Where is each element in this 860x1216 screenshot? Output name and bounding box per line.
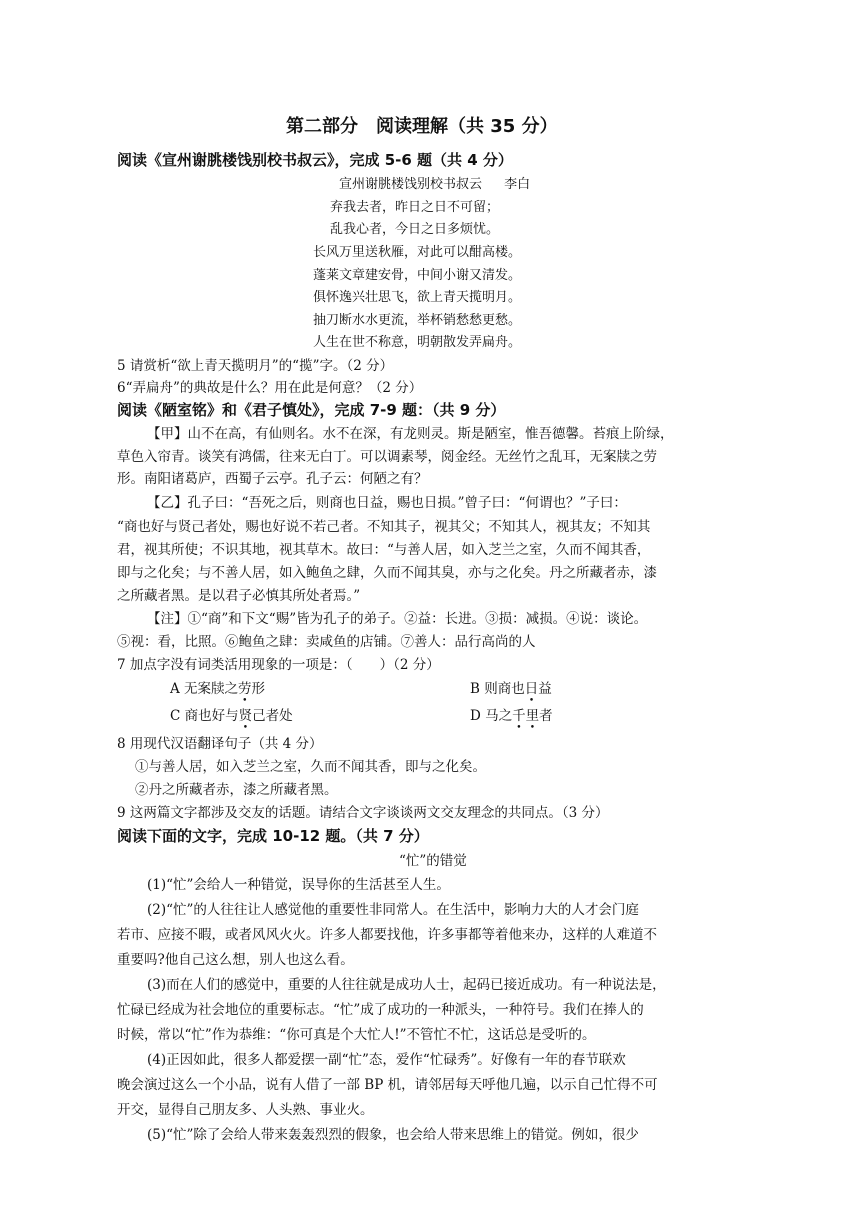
- text-yi-line: 【乙】孔子曰：“吾死之后，则商也日益，赐也日损。”曾子曰：“何谓也？”子曰：: [147, 495, 627, 511]
- poem-line: 长风万里送秋雁，对此可以酣高楼。: [313, 245, 522, 260]
- question-5: 5 请赏析“欲上青天揽明月”的“揽”字。（2 分）: [117, 358, 394, 374]
- question-6: 6“弄扁舟”的典故是什么？用在此是何意？（2 分）: [117, 380, 423, 396]
- article-paragraph: (5)“忙”除了会给人带来轰轰烈烈的假象，也会给人带来思维上的错觉。例如，很少: [147, 1127, 639, 1143]
- article-line: 重要吗?他自己这么想，别人也这么看。: [117, 952, 354, 968]
- option-b: B 则商也日益: [470, 681, 552, 697]
- classical-section-heading: 阅读《陋室铭》和《君子慎处》，完成 7-9 题：（共 9 分）: [117, 401, 506, 419]
- article-line: 忙碌已经成为社会地位的重要标志。“忙”成了成功的一种派头，一种符号。我们在捧人的: [117, 1002, 644, 1018]
- option-a: A 无案牍之劳形: [170, 681, 266, 697]
- poem-title-text: 宣州谢朓楼饯别校书叔云: [339, 177, 483, 192]
- poem-line: 乱我心者，今日之日多烦忧。: [330, 222, 500, 237]
- article-paragraph: (4)正因如此，很多人都爱摆一副“忙”态，爱作“忙碌秀”。好像有一年的春节联欢: [147, 1052, 626, 1068]
- article-paragraph: (3)而在人们的感觉中，重要的人往往就是成功人士，起码已接近成功。有一种说法是，: [147, 977, 666, 993]
- question-7: 7 加点字没有词类活用现象的一项是：（ ）（2 分）: [117, 657, 440, 673]
- text-yi-line: 之所藏者黑。是以君子必慎其所处者焉。”: [117, 588, 361, 604]
- poem-line: 抽刀断水水更流，举杯销愁愁更愁。: [313, 313, 522, 328]
- article-line: 开交，显得自己朋友多、人头熟、事业火。: [117, 1102, 374, 1118]
- question-9: 9 这两篇文字都涉及交友的话题。请结合文字谈谈两文交友理念的共同点。（3 分）: [117, 805, 609, 821]
- notes-line: 【注】①“商”和下文“赐”皆为孔子的弟子。②益：长进。③损：减损。④说：谈论。: [147, 611, 648, 627]
- dotted-char: 劳: [238, 681, 252, 697]
- notes-line: ⑤视：看，比照。⑥鲍鱼之肆：卖咸鱼的店铺。⑦善人：品行高尚的人: [117, 634, 536, 650]
- article-paragraph: (1)“忙”会给人一种错觉，误导你的生活甚至人生。: [147, 877, 450, 893]
- page-title: 第二部分 阅读理解（共 35 分）: [286, 116, 558, 137]
- question-8: 8 用现代汉语翻译句子（共 4 分）: [117, 736, 323, 752]
- option-c: C 商也好与贤己者处: [170, 708, 293, 724]
- dotted-char: 日: [524, 681, 539, 697]
- poem-title: [339, 175, 530, 195]
- text-jia-line: 【甲】山不在高，有仙则名。水不在深，有龙则灵。斯是陋室，惟吾德馨。苔痕上阶绿，: [147, 426, 674, 442]
- option-d: D 马之千里者: [470, 708, 553, 724]
- text-yi-line: 君，视其所使；不识其地，视其草木。故曰：“与善人居，如入芝兰之室，久而不闻其香，: [117, 542, 651, 558]
- poem-line: 弃我去者，昨日之日不可留；: [330, 200, 500, 215]
- poem-author: 李白: [504, 177, 531, 192]
- question-8-item: ②丹之所藏者赤，漆之所藏者黑。: [135, 782, 338, 798]
- text-yi-line: 即与之化矣；与不善人居，如入鲍鱼之肆，久而不闻其臭，亦与之化矣。丹之所藏者赤，漆: [117, 565, 657, 581]
- article-line: 若市、应接不暇，或者风风火火。许多人都要找他，许多事都等着他来办，这样的人难道不: [117, 927, 657, 943]
- article-paragraph: (2)“忙”的人往往让人感觉他的重要性非同常人。在生活中，影响力大的人才会门庭: [147, 902, 639, 918]
- dotted-char: 贤: [238, 708, 253, 724]
- poem-line: 俱怀逸兴壮思飞，欲上青天揽明月。: [313, 290, 522, 305]
- dotted-char: 千: [512, 708, 526, 724]
- poem-line: 人生在世不称意，明朝散发弄扁舟。: [313, 335, 522, 350]
- poem-section-heading: 阅读《宣州谢朓楼饯别校书叔云》，完成 5-6 题（共 4 分）: [117, 151, 513, 169]
- modern-section-heading: 阅读下面的文字，完成 10-12 题。（共 7 分）: [117, 827, 429, 845]
- poem-line: 蓬莱文章建安骨，中间小谢又清发。: [313, 268, 522, 283]
- article-line: 晚会演过这么一个小品，说有人借了一部 BP 机，请邻居每天呼他几遍，以示自己忙得不可: [117, 1077, 658, 1093]
- article-line: 时候，常以“忙”作为恭维：“你可真是个大忙人!”不管忙不忙，这话总是受听的。: [117, 1027, 596, 1043]
- text-jia-line: 形。南阳诸葛庐，西蜀子云亭。孔子云：何陋之有？: [117, 471, 428, 487]
- article-title: “忙”的错觉: [399, 853, 467, 869]
- question-8-item: ①与善人居，如入芝兰之室，久而不闻其香，即与之化矣。: [135, 759, 486, 775]
- text-yi-line: “商也好与贤己者处，赐也好说不若己者。不知其子，视其父；不知其人，视其友；不知其: [117, 519, 651, 535]
- dotted-char: 里: [525, 708, 540, 724]
- text-jia-line: 草色入帘青。谈笑有鸿儒，往来无白丁。可以调素琴，阅金经。无丝竹之乱耳，无案牍之劳: [117, 449, 657, 465]
